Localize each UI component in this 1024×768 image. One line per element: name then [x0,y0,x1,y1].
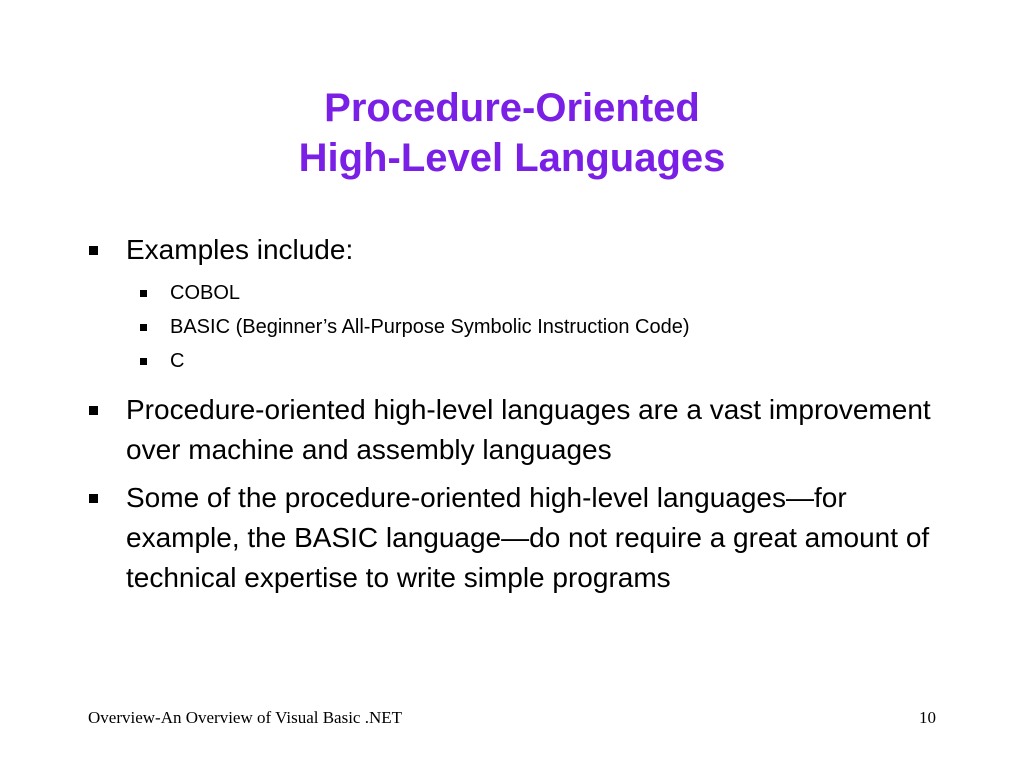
sub-bullet-text: C [170,350,185,372]
sub-bullet-text: BASIC (Beginner’s All-Purpose Symbolic Instruction Code) [170,316,690,338]
square-bullet-icon [140,324,147,331]
slide-title [0,83,1024,183]
square-bullet-icon [89,406,98,415]
bullet-text: Procedure-oriented high-level languages are a vast improvement over machine and assembly languages [126,394,931,465]
slide-title-line-1: Procedure-Oriented [324,86,700,130]
square-bullet-icon [89,246,98,255]
sub-bullet-text: COBOL [170,282,241,304]
sub-bullet-item [88,344,968,378]
sub-bullet-item [88,276,968,310]
slide-title-line-2: High-Level Languages [298,136,726,180]
footer-text: Overview-An Overview of Visual Basic .NET [88,708,403,727]
page-number: 10 [919,708,936,727]
bullet-item [88,478,968,598]
bullet-text: Some of the procedure-oriented high-level languages—for example, the BASIC language—do not require a great amount of technical expertise to write simple programs [126,482,930,593]
square-bullet-icon [140,290,147,297]
sub-bullet-item [88,310,968,344]
bullet-text: Examples include: [126,234,354,265]
sub-bullet-list [88,276,968,378]
bullet-item [88,390,968,470]
bullet-list [88,230,968,598]
square-bullet-icon [89,494,98,503]
bullet-item [88,230,968,270]
square-bullet-icon [140,358,147,365]
